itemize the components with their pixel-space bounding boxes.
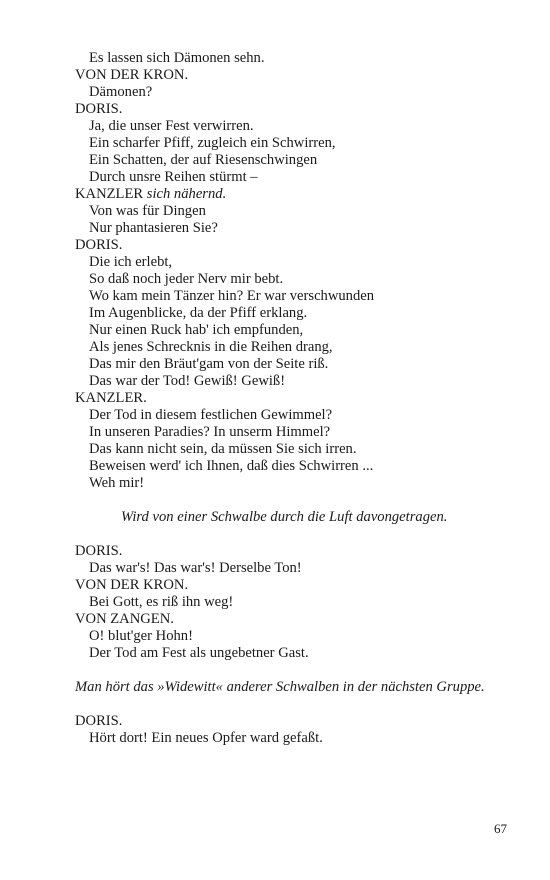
verse-line: Als jenes Schrecknis in die Reihen drang, xyxy=(89,339,333,355)
verse-line: Das kann nicht sein, da müssen Sie sich irren. xyxy=(89,441,357,457)
speaker-name xyxy=(75,237,530,254)
stage-direction: Wird von einer Schwalbe durch die Luft davongetragen. xyxy=(121,509,448,525)
verse-line: Das war der Tod! Gewiß! Gewiß! xyxy=(89,373,286,389)
verse-line: Ein scharfer Pfiff, zugleich ein Schwirren, xyxy=(89,135,336,151)
speaker-name xyxy=(75,611,530,628)
verse-line: Von was für Dingen xyxy=(89,203,206,219)
speaker-name xyxy=(75,101,530,118)
speaker-name xyxy=(75,713,530,730)
blank-line xyxy=(75,696,530,713)
verse-line: Weh mir! xyxy=(89,475,145,491)
speaker-label: KANZLER. xyxy=(75,390,147,406)
speaker-name xyxy=(75,186,530,203)
verse-line: Nur phantasieren Sie? xyxy=(89,220,218,236)
speaker-label: VON DER KRON. xyxy=(75,577,189,593)
speaker-label: DORIS. xyxy=(75,101,123,117)
verse-line: So daß noch jeder Nerv mir bebt. xyxy=(89,271,284,287)
verse-line: In unseren Paradies? In unserm Himmel? xyxy=(89,424,331,440)
stage-direction-inline: sich nähernd. xyxy=(146,186,227,202)
verse-line: Hört dort! Ein neues Opfer ward gefaßt. xyxy=(89,730,323,746)
speaker-label: KANZLER xyxy=(75,186,144,202)
verse-line: Ja, die unser Fest verwirren. xyxy=(89,118,254,134)
speaker-label: DORIS. xyxy=(75,237,123,253)
verse-line: Das mir den Bräut'gam von der Seite riß. xyxy=(89,356,329,372)
speaker-name xyxy=(75,390,530,407)
verse-line: Bei Gott, es riß ihn weg! xyxy=(89,594,234,610)
verse-line: Durch unsre Reihen stürmt – xyxy=(89,169,258,185)
verse-line: O! blut'ger Hohn! xyxy=(89,628,193,644)
verse-line: Die ich erlebt, xyxy=(89,254,173,270)
verse-line: Nur einen Ruck hab' ich empfunden, xyxy=(89,322,304,338)
speaker-label: VON DER KRON. xyxy=(75,67,189,83)
blank-line xyxy=(75,662,530,679)
verse-line: Es lassen sich Dämonen sehn. xyxy=(89,50,265,66)
speaker-name xyxy=(75,67,530,84)
speaker-name xyxy=(75,543,530,560)
blank-line xyxy=(75,526,530,543)
page-number: 67 xyxy=(494,821,507,836)
stage-direction: Man hört das »Widewitt« anderer Schwalben in der nächsten Gruppe. xyxy=(75,679,485,695)
verse-line: Ein Schatten, der auf Riesenschwingen xyxy=(89,152,318,168)
verse-line: Beweisen werd' ich Ihnen, daß dies Schwirren ... xyxy=(89,458,374,474)
verse-line: Im Augenblicke, da der Pfiff erklang. xyxy=(89,305,308,321)
verse-line: Dämonen? xyxy=(89,84,153,100)
speaker-label: VON ZANGEN. xyxy=(75,611,174,627)
verse-line: Wo kam mein Tänzer hin? Er war verschwunden xyxy=(89,288,375,304)
verse-line: Der Tod in diesem festlichen Gewimmel? xyxy=(89,407,333,423)
speaker-name xyxy=(75,577,530,594)
verse-line: Der Tod am Fest als ungebetner Gast. xyxy=(89,645,309,661)
blank-line xyxy=(75,492,530,509)
verse-line: Das war's! Das war's! Derselbe Ton! xyxy=(89,560,302,576)
speaker-label: DORIS. xyxy=(75,543,123,559)
speaker-label: DORIS. xyxy=(75,713,123,729)
play-text xyxy=(75,50,530,747)
